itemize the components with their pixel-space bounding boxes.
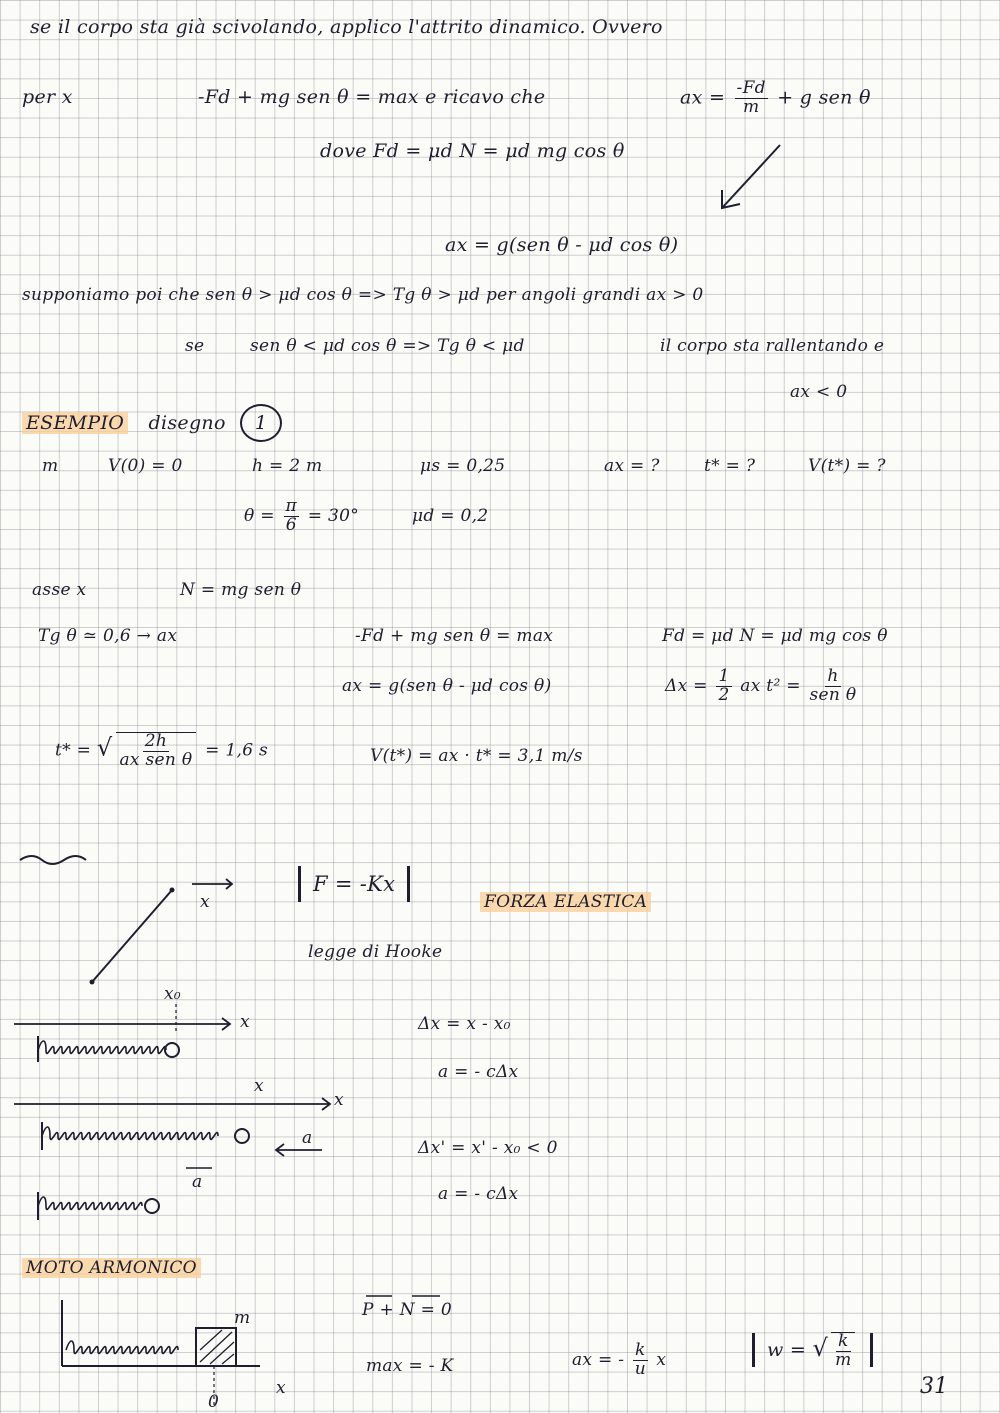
axis-x-label-1: x [240, 1012, 250, 1032]
esempio-label: ESEMPIO [22, 412, 128, 434]
denominator: 2 [718, 684, 730, 705]
omega-box [752, 1332, 873, 1370]
legge-hooke-label: legge di Hooke [308, 942, 443, 962]
unknown-vtstar: V(t*) = ? [808, 456, 886, 476]
line-a-eq-1: a = - cΔx [438, 1062, 519, 1082]
numerator: π [285, 496, 297, 516]
mass-hatching [200, 1330, 234, 1364]
sqrt-icon: √ [812, 1333, 829, 1362]
spring-3-compressed [38, 1197, 142, 1209]
fraction-omega [831, 1332, 855, 1370]
numerator: -Fd [736, 78, 766, 98]
line-dove-fd: dove Fd = μd N = μd mg cos θ [320, 140, 625, 162]
tstar-prefix: t* = [55, 740, 92, 761]
line-condizione-rallenta: sen θ < μd cos θ => Tg θ < μd [250, 336, 525, 356]
denominator: ax sen θ [119, 749, 193, 770]
tstar-suffix: = 1,6 s [205, 740, 269, 761]
line-ax-negativo: ax < 0 [790, 382, 848, 402]
disegno-label: disegno [148, 412, 226, 434]
unknown-ax: ax = ? [604, 456, 660, 476]
axis-x-label-2: x [254, 1076, 264, 1096]
given-mus: μs = 0,25 [420, 456, 506, 476]
axis-x-label-4: x [276, 1378, 286, 1398]
theta-suffix: = 30° [307, 505, 359, 526]
numerator: k [837, 1331, 849, 1351]
line-p-plus-n: P + N = 0 [362, 1300, 452, 1320]
delta-x-prefix: Δx = [665, 675, 708, 696]
line-delta-x-def: Δx = x - x₀ [418, 1014, 511, 1034]
mass-1 [165, 1043, 179, 1057]
line-fd-formula: Fd = μd N = μd mg cos θ [662, 626, 888, 646]
line-normale: N = mg sen θ [180, 580, 302, 600]
vec-x-label: x [200, 892, 210, 912]
numerator: h [827, 666, 839, 686]
omega-prefix: w = [767, 1338, 807, 1361]
mass-label: m [234, 1308, 251, 1328]
denominator: m [743, 96, 760, 117]
theta-prefix: θ = [244, 505, 275, 526]
vector-tip-dot [170, 888, 175, 893]
label-se: se [185, 336, 205, 356]
hooke-formula: F = -Kx [298, 866, 410, 902]
denominator: 6 [285, 514, 297, 535]
spring-2-stretched [42, 1127, 218, 1139]
delta-x-mid: ax t² = [740, 675, 801, 696]
denominator: u [634, 1358, 646, 1379]
disegno-number: 1 [240, 404, 282, 442]
denominator: sen θ [809, 684, 857, 705]
line-tg-theta: Tg θ ≃ 0,6 → ax [38, 626, 178, 646]
line-asse-x: asse x [32, 580, 87, 600]
sqrt-icon: √ [96, 733, 113, 762]
fraction-k-m [633, 1342, 648, 1379]
given-v0: V(0) = 0 [108, 456, 183, 476]
line-ax-k-over-m [572, 1342, 666, 1379]
line-a-eq-2: a = - cΔx [438, 1184, 519, 1204]
mass-3 [145, 1199, 159, 1213]
origin-label: 0 [208, 1392, 220, 1412]
spring-4 [66, 1341, 178, 1353]
equation-ax-result: ax = g(sen θ - μd cos θ) [445, 234, 679, 256]
numerator: 2h [144, 731, 168, 751]
spring-1 [38, 1041, 166, 1053]
accel-label-1: a [302, 1128, 313, 1148]
label-per-x: per x [22, 86, 73, 108]
line-newton-x-2: -Fd + mg sen θ = max [355, 626, 554, 646]
line-supponiamo: supponiamo poi che sen θ > μd cos θ => Tg θ > μd per angoli grandi ax > 0 [22, 285, 704, 305]
ax-k-suffix: x [656, 1349, 667, 1370]
mass-2 [235, 1129, 249, 1143]
arrow-down-left [722, 145, 780, 208]
numerator: k [635, 1340, 646, 1360]
line-corpo-rallentando: il corpo sta rallentando e [660, 336, 885, 356]
ax-suffix: + g sen θ [777, 86, 871, 109]
forza-elastica-label [480, 892, 651, 912]
tilde-separator [20, 856, 86, 864]
axis-x-label-3: x [334, 1090, 344, 1110]
ax-prefix: ax = [680, 86, 726, 109]
line-max-k: max = - K [366, 1356, 454, 1376]
given-h: h = 2 m [252, 456, 323, 476]
accel-label-2: a [192, 1172, 203, 1192]
line-ax-formula-2: ax = g(sen θ - μd cos θ) [342, 676, 552, 696]
line-delta-x-prime: Δx' = x' - x₀ < 0 [418, 1138, 558, 1158]
equation-newton-x: -Fd + mg sen θ = max e ricavo che [198, 86, 546, 108]
line-vtstar: V(t*) = ax · t* = 3,1 m/s [370, 746, 583, 766]
numerator: 1 [718, 666, 730, 686]
given-mud: μd = 0,2 [412, 506, 489, 526]
denominator: m [835, 1349, 852, 1370]
x0-label: x₀ [164, 984, 182, 1004]
given-m: m [42, 456, 59, 476]
position-vector [92, 890, 172, 982]
unknown-tstar: t* = ? [704, 456, 756, 476]
ax-k-prefix: ax = - [572, 1349, 625, 1370]
forza-elastica-text: FORZA ELASTICA [480, 892, 651, 912]
line-attrito-dinamico: se il corpo sta già scivolando, applico l'attrito dinamico. Ovvero [30, 16, 663, 38]
moto-armonico-heading [22, 1258, 201, 1278]
hooke-box [298, 872, 410, 896]
page-number: 31 [920, 1374, 948, 1399]
omega-formula [752, 1331, 873, 1370]
moto-armonico-text: MOTO ARMONICO [22, 1258, 201, 1278]
vector-origin-dot [90, 980, 95, 985]
